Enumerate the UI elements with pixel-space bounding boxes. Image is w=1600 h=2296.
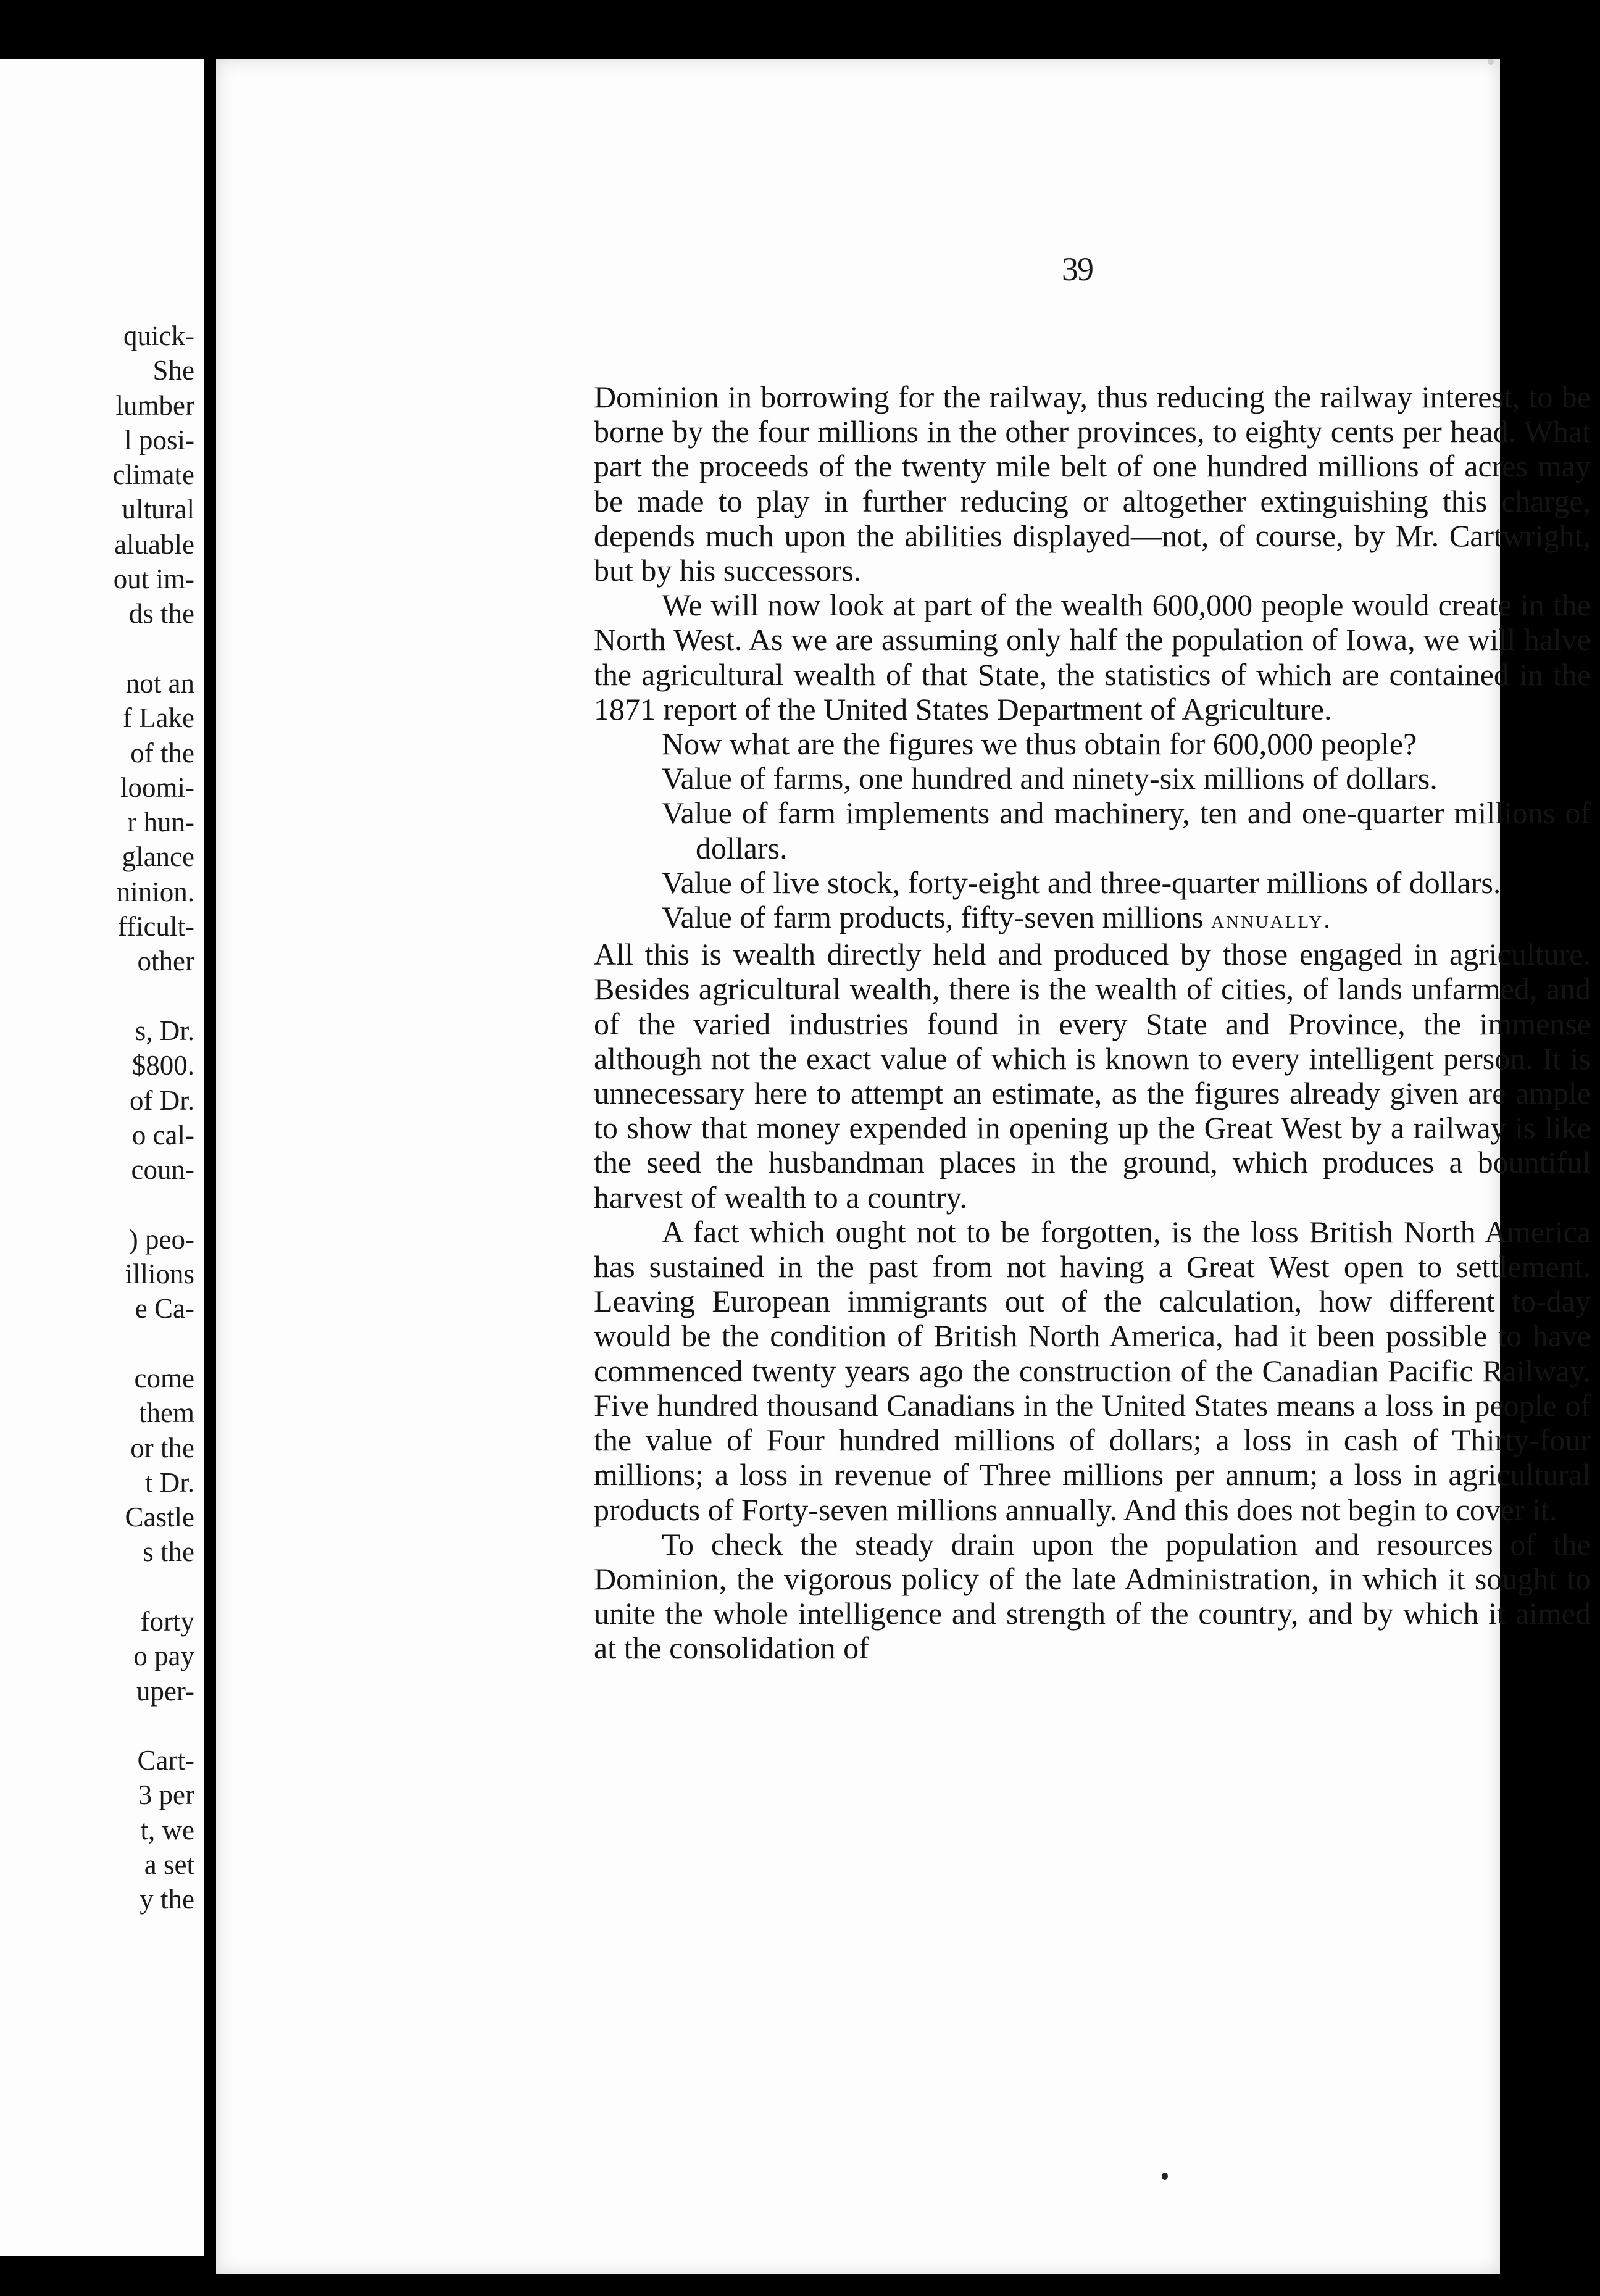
left-page-line: forty bbox=[140, 1605, 194, 1637]
right-page bbox=[216, 59, 1591, 2274]
value-list-item bbox=[594, 900, 1591, 937]
left-page-line: She bbox=[152, 355, 194, 386]
value-list-item: Value of farms, one hundred and ninety-six millions of dollars. bbox=[662, 761, 1438, 796]
scan-speck bbox=[1488, 59, 1494, 65]
value-list-item: Value of live stock, forty-eight and three-quarter millions of dollars. bbox=[662, 865, 1501, 900]
paragraph-policy: To check the steady drain upon the population and resources of the Dominion, the vigorous policy of the late Administration, in which it sought to unite the whole intelligence and strength of the country, and by which it aimed at the consolidation of bbox=[594, 1526, 1591, 1666]
left-page-line bbox=[0, 1187, 194, 1221]
left-page-line: f Lake bbox=[122, 702, 194, 734]
left-page-line: not an bbox=[125, 667, 194, 699]
body-text bbox=[594, 380, 1591, 1666]
left-page-line: fficult- bbox=[117, 911, 194, 942]
left-page-line: Cart- bbox=[137, 1745, 194, 1776]
left-page-line: climate bbox=[112, 459, 194, 491]
emphasis-annually: annually. bbox=[1211, 905, 1332, 934]
page-gutter bbox=[204, 0, 216, 2296]
left-page-line: ultural bbox=[122, 494, 194, 525]
left-page-line: r hun- bbox=[127, 807, 194, 838]
left-page-line bbox=[0, 1326, 194, 1361]
paragraph-wealth: We will now look at part of the wealth 600,000 people would create in the North West. As we are assuming only half the population of Iowa, we will halve the agricultural wealth of that State, the statistics of which are contained in the 1871 report of the United States Department of Agriculture. bbox=[594, 588, 1591, 726]
left-page bbox=[0, 59, 204, 2256]
value-list-item: Value of farm implements and machinery, ten and one-quarter millions of dollars. bbox=[662, 796, 1591, 865]
left-page-line: e Ca- bbox=[135, 1293, 194, 1325]
left-page-line: s the bbox=[143, 1536, 194, 1568]
paragraph-continuation: Dominion in borrowing for the railway, thus reducing the railway interest, to be borne by the four millions in the other provinces, to eighty cents per head. What part the proceeds of the twenty mile belt of one hundred millions of acres may be made to play in further reducing or altogether extinguishing this charge, depends much upon the abilities displayed—not, of course, by Mr. Cartwright, but by his successors. bbox=[594, 380, 1591, 588]
footer-dot bbox=[1162, 2173, 1168, 2180]
left-page-line: t, we bbox=[140, 1814, 194, 1845]
left-page-line: s, Dr. bbox=[135, 1015, 194, 1046]
left-page-line: of Dr. bbox=[130, 1084, 194, 1116]
left-page-line: quick- bbox=[123, 320, 194, 351]
left-page-line bbox=[0, 1708, 194, 1743]
left-page-line: y the bbox=[140, 1884, 194, 1915]
left-page-line: other bbox=[137, 946, 194, 977]
left-page-line: ninion. bbox=[116, 876, 194, 907]
left-page-line: out im- bbox=[113, 564, 194, 595]
left-page-line: loomi- bbox=[120, 772, 194, 803]
left-page-line: a set bbox=[144, 1849, 194, 1881]
left-page-line: them bbox=[139, 1397, 194, 1429]
left-page-line bbox=[0, 1570, 194, 1604]
left-page-line: $800. bbox=[131, 1050, 194, 1081]
paragraph-agricultural-wealth: All this is wealth directly held and produced by those engaged in agriculture. Besides agricultural wealth, there is the wealth of cities, of lands unfarmed, and of the varied industries found in every State and Province, the immense although not the exact value of which is known to every intelligent person. It is unnecessary here to attempt an estimate, as the figures already given are ample to show that money expended in opening up the Great West by a railway is like the seed the husbandman places in the ground, which produces a bountiful harvest of wealth to a country. bbox=[594, 937, 1591, 1215]
left-page-line bbox=[0, 631, 194, 666]
left-page-line: uper- bbox=[136, 1675, 194, 1707]
left-page-text-fragments bbox=[0, 318, 194, 1917]
left-page-line: or the bbox=[130, 1432, 194, 1463]
left-page-line: t Dr. bbox=[144, 1466, 194, 1498]
left-page-line: lumber bbox=[115, 389, 194, 421]
page-number: 39 bbox=[1062, 251, 1093, 288]
value-list bbox=[594, 761, 1591, 937]
left-page-line bbox=[0, 979, 194, 1013]
left-page-line: o cal- bbox=[131, 1119, 194, 1150]
left-page-line: aluable bbox=[114, 528, 194, 560]
value-list-item-text: Value of farm products, fifty-seven millions bbox=[662, 900, 1204, 935]
left-page-line: ) peo- bbox=[128, 1223, 194, 1255]
left-page-line: l posi- bbox=[124, 424, 194, 455]
left-page-line: illions bbox=[125, 1258, 194, 1290]
paragraph-figures-question: Now what are the figures we thus obtain for 600,000 people? bbox=[662, 726, 1417, 762]
left-page-line: come bbox=[134, 1362, 194, 1394]
paragraph-loss: A fact which ought not to be forgotten, is the loss British North America has sustained in the past from not having a Great West open to settlement. Leaving European immigrants out of the calculation, how different to-day would be the condition of British North America, had it been possible to have commenced twenty years ago the construction of the Canadian Pacific Railway. Five hundred thousand Canadians in the United States means a loss in people of the value of Four hundred millions of dollars; a loss in cash of Thirty-four millions; a loss in revenue of Three millions per annum; a loss in agricultural products of Forty-seven millions annually. And this does not begin to cover it. bbox=[594, 1214, 1591, 1527]
left-page-line: glance bbox=[122, 841, 194, 873]
left-page-line: Castle bbox=[125, 1502, 194, 1533]
left-page-line: of the bbox=[130, 737, 194, 768]
left-page-line: coun- bbox=[131, 1154, 194, 1186]
left-page-line: ds the bbox=[128, 598, 194, 630]
left-page-line: 3 per bbox=[138, 1779, 194, 1811]
left-page-line: o pay bbox=[133, 1641, 194, 1672]
